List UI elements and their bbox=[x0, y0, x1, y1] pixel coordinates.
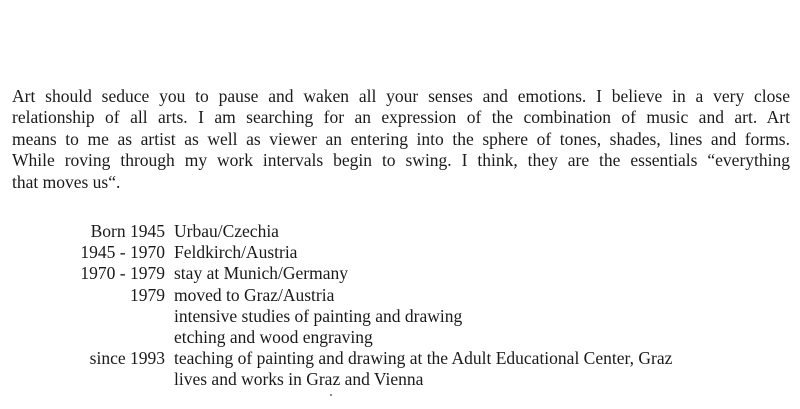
biography-text: stay at Munich/Germany bbox=[174, 263, 348, 284]
biography-text: Urbau/Czechia bbox=[174, 221, 279, 241]
biography-text: moved to Graz/Austria bbox=[174, 284, 335, 305]
statement-line: that moves us“. bbox=[12, 171, 121, 192]
biography-text: teaching of painting and drawing at the Adult Educational Center, Graz bbox=[174, 348, 673, 369]
biography-entry bbox=[0, 327, 800, 348]
statement-line: While roving through my work intervals begin to swing. I think, they are the essentials “everything bbox=[12, 150, 790, 171]
biography-date: since 1993 bbox=[89, 348, 165, 369]
biography-entry bbox=[0, 285, 800, 306]
biography-text: etching and wood engraving bbox=[174, 327, 373, 348]
biography-list bbox=[0, 221, 800, 391]
biography-entry bbox=[0, 221, 800, 242]
statement-line: relationship of all arts. I am searching for an expression of the combination of music and art. Art bbox=[12, 107, 790, 128]
biography-entry bbox=[0, 306, 800, 327]
biography-date: 1979 bbox=[130, 284, 165, 305]
biography-entry bbox=[0, 242, 800, 263]
biography-text: lives and works in Graz and Vienna bbox=[174, 369, 424, 390]
biography-date bbox=[0, 327, 165, 348]
statement-line: Art should seduce you to pause and waken all your senses and emotions. I believe in a very close bbox=[12, 86, 790, 106]
biography-date bbox=[0, 369, 165, 390]
artist-statement bbox=[12, 86, 790, 193]
biography-date bbox=[0, 306, 165, 327]
biography-entry bbox=[0, 263, 800, 284]
biography-text: intensive studies of painting and drawing bbox=[174, 305, 463, 326]
biography-date: 1970 - 1979 bbox=[80, 263, 165, 284]
biography-date: Born 1945 bbox=[90, 221, 165, 241]
biography-entry bbox=[0, 348, 800, 369]
biography-text: Feldkirch/Austria bbox=[174, 242, 298, 263]
biography-date: 1945 - 1970 bbox=[80, 242, 165, 263]
biography-entry bbox=[0, 369, 800, 390]
scan-speck bbox=[330, 394, 332, 396]
statement-line: means to me as artist as well as viewer an entering into the sphere of tones, shades, lines and forms. bbox=[12, 128, 790, 149]
